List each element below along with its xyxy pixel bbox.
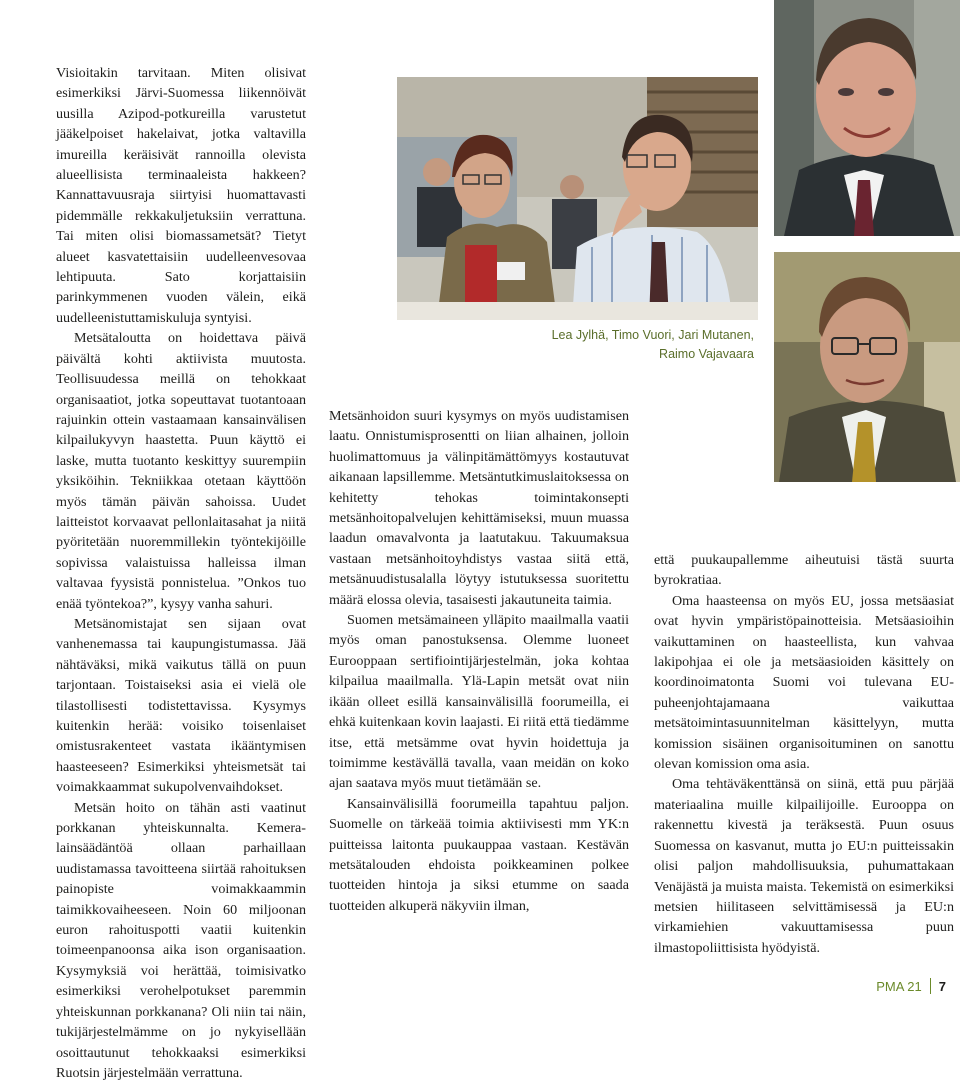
paragraph: Visioitakin tarvitaan. Miten olisivat esimerkiksi Järvi-Suomessa liikennöivät uusilla Azipod-potkureilla varustetut jääkelpoiset hakelaivat, jotka valtavilla imureilla keräisivät rannoilla olevista alueellisista terminaaleista hakkeen? Kannattavuusraja siirtyisi huomattavasti pidemmälle rekkakuljetuksiin verrattuna. Tai miten olisi biomassametsät? Tietyt alueet kasvatettaisiin uudelleenvesovaa lehtipuuta. Sato korjattaisiin parinkymmenen vuoden välein, eikä uudelleenistuttamiskuluja syntyisi.: [56, 65, 306, 326]
photo-portrait-smiling-man: [774, 0, 960, 236]
caption-line: Raimo Vajavaara: [659, 347, 754, 361]
caption-line: Lea Jylhä, Timo Vuori, Jari Mutanen,: [551, 328, 754, 342]
paragraph: Oma tehtäväkenttänsä on siinä, että puu pärjää materiaalina muille kilpailijoille. Eurooppa on rakennettu kivestä ja teräksestä. Puun osuus Suomessa on kasvanut, mutta jo EU:n puitteissakin olisi paljon mahdollisuuksia, puhumattakaan Venäjästä ja muista maista. Tekemistä on esimerkiksi metsien hiilitaseen selvittämisessä ja EU:n virkamiehien vakuuttamisessa puun ilmastopoliittisista hyödyistä.: [654, 776, 954, 956]
paragraph: Metsän hoito on tähän asti vaatinut porkkanan yhteiskunnalta. Kemera-lainsäädäntöä ollaan parhaillaan uudistamassa tavoitteena siirtää rahoituksen painopiste voimakkaammin taimikkovaiheeseen. Noin 60 miljoonan euron rahoituspotti vaatii kuitenkin toimeenpanoonsa aika ison organisaation. Kysymyksiä voi herättää, toimisivatko esimerkiksi verohelpotukset paremmin yhteiskunnan porkkanana? Oli niin tai näin, tukijärjestelmämme on jo nykyisellään osoittautunut tehokkaaksi esimerkiksi Ruotsin järjestelmään verrattuna.: [56, 799, 306, 1081]
paragraph: että puukaupallemme aiheutuisi tästä suurta byrokratiaa.: [654, 552, 954, 589]
page-number: 7: [938, 978, 946, 994]
paragraph: Metsätaloutta on hoidettava päivä päivältä kohti aktiivista muutosta. Teollisuudessa meillä on tehokkaat organisaatiot, jotka sopeuttavat tuotantoaan rajuinkin ottein vastaamaan kansainvälisen kilpailukyvyn haastetta. Puun käyttö ei laske, mutta tuotanto keskittyy suurempiin yksiköihin. Tekniikkaa otetaan käyttöön myös tämän päivän sahoissa. Uudet laitteistot korvaavat pellonlaitasahat ja niitä pyöritetään nuoremmillekin työntekijöille sopivissa valaistuissa halleissa ilman valtavaa fyysistä ponnistelua. ”Onkos tuo enää työntekoa?”, kysyy vanha sahuri.: [56, 330, 306, 612]
paragraph: Kansainvälisillä foorumeilla tapahtuu paljon. Suomelle on tärkeää toimia aktiivisesti mm YK:n puitteissa laitonta puukauppaa vastaan. Kestävän metsätalouden ehdoista poikkeaminen polkee tuotteiden hintoja ja siksi etumme on saada tuotteiden alkuperä näkyviin ilman,: [329, 795, 629, 914]
article-column-3: [654, 550, 954, 958]
paragraph: Metsänhoidon suuri kysymys on myös uudistamisen laatu. Onnistumisprosentti on liian alhainen, jolloin huolimattomuus ja välinpitämättömyys kostautuvat aikanaan lapsillemme. Metsäntutkimuslaitoksessa on kehitetty tehokas toimintakonsepti metsänhoitopalvelujen kehittämiseksi, muun muassa laadun omavalvonta ja laatutakuu. Takuumaksua vastaan metsänhoitoyhdistys vastaa siitä että, metsänuudistusalalla löytyy istutuksessa suoritettu määrä elossa olevia, tasaisesti jakautuneita taimia.: [329, 408, 629, 608]
photo-meeting-participants: [397, 77, 758, 320]
paragraph: Metsänomistajat sen sijaan ovat vanhenemassa tai kaupungistumassa. Jää nähtäväksi, mikä vaikutus tällä on puun tarjontaan. Toistaiseksi asia ei vielä ole tilastollisesti todistettavissa. Kysymys kuitenkin herää: voisiko toisenlaiset omistusrakenteet vastata ikääntymisen haasteeseen? Esimerkiksi yhteismetsät tai voimakkaammat sukupolvenvaihdokset.: [56, 615, 306, 796]
magazine-name: PMA 21: [876, 978, 922, 994]
page-footer: [876, 978, 946, 994]
paragraph: Suomen metsämaineen ylläpito maailmalla vaatii myös oman panostuksensa. Olemme luoneet Eurooppaan sertifiointijärjestelmän, joka kohtaa kilpailua maailmalla. Ylä-Lapin metsät ovat niin ikään olleet esillä kansainvälisillä foorumeilla, ei ehkä kuitenkaan kovin laajasti. Ei riitä että tiedämme itse, että metsämme ovat hyvin hoidettuja ja toimimme kestävällä tavalla, vaan meidän on koko ajan saatava myös muut tietämään se.: [329, 612, 629, 792]
article-column-1: [56, 63, 306, 1083]
photo-portrait-man-glasses: [774, 252, 960, 482]
article-column-2: [329, 406, 629, 916]
paragraph: Oma haasteensa on myös EU, jossa metsäasiat ovat hyvin ympäristöpainotteisia. Metsäasioihin vaikuttaminen on haasteellista, kun vahvaa lakipohjaa ei ole ja metsäasioiden käsittely on koordinoimatonta Suomi voi tulevana EU-puheenjohtajamaana vaikuttaa metsätoimintasuunnitelman käsittelyyn, mutta komission sisäinen organisoituminen on sanottu olevan komission oma asia.: [654, 592, 954, 773]
footer-divider: [930, 978, 931, 994]
photo-caption: [494, 326, 754, 364]
